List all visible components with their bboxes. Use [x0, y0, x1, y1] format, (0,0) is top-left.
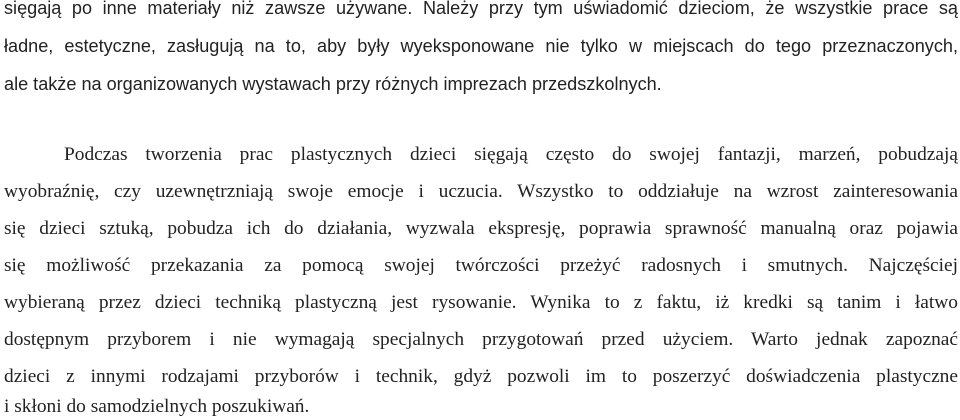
- paragraph-2-line-8: i skłoni do samodzielnych poszukiwań.: [4, 396, 310, 417]
- paragraph-1-line-3: ale także na organizowanych wystawach przy różnych imprezach przedszkolnych.: [4, 74, 662, 94]
- paragraph-2-line-2: wyobraźnię, czy uzewnętrzniają swoje emocje i uczucia. Wszystko to oddziałuje na wzrost zainteresowania: [4, 181, 958, 202]
- paragraph-2-line-4: się możliwość przekazania za pomocą swojej twórczości przeżyć radosnych i smutnych. Najczęściej: [4, 255, 958, 276]
- paragraph-2-line-1: Podczas tworzenia prac plastycznych dzieci sięgają często do swojej fantazji, marzeń, pobudzają: [64, 144, 958, 165]
- paragraph-2-line-5: wybieraną przez dzieci techniką plastyczną jest rysowanie. Wynika to z faktu, iż kredki są tanim i łatwo: [4, 292, 958, 313]
- paragraph-2-line-7: dzieci z innymi rodzajami przyborów i technik, gdyż pozwoli im to poszerzyć doświadczenia plastyczne: [4, 366, 958, 387]
- paragraph-1-line-2: ładne, estetyczne, zasługują na to, aby były wyeksponowane nie tylko w miejscach do tego przeznaczonych,: [4, 36, 958, 56]
- paragraph-1-line-1: sięgają po inne materiały niż zawsze używane. Należy przy tym uświadomić dzieciom, że wszystkie prace są: [4, 0, 958, 18]
- paragraph-2-line-6: dostępnym przyborem i nie wymagają specjalnych przygotowań przed użyciem. Warto jednak zapoznać: [4, 329, 958, 350]
- paragraph-2-line-3: się dzieci sztuką, pobudza ich do działania, wyzwala ekspresję, poprawia sprawność manualną oraz pojawia: [4, 218, 958, 239]
